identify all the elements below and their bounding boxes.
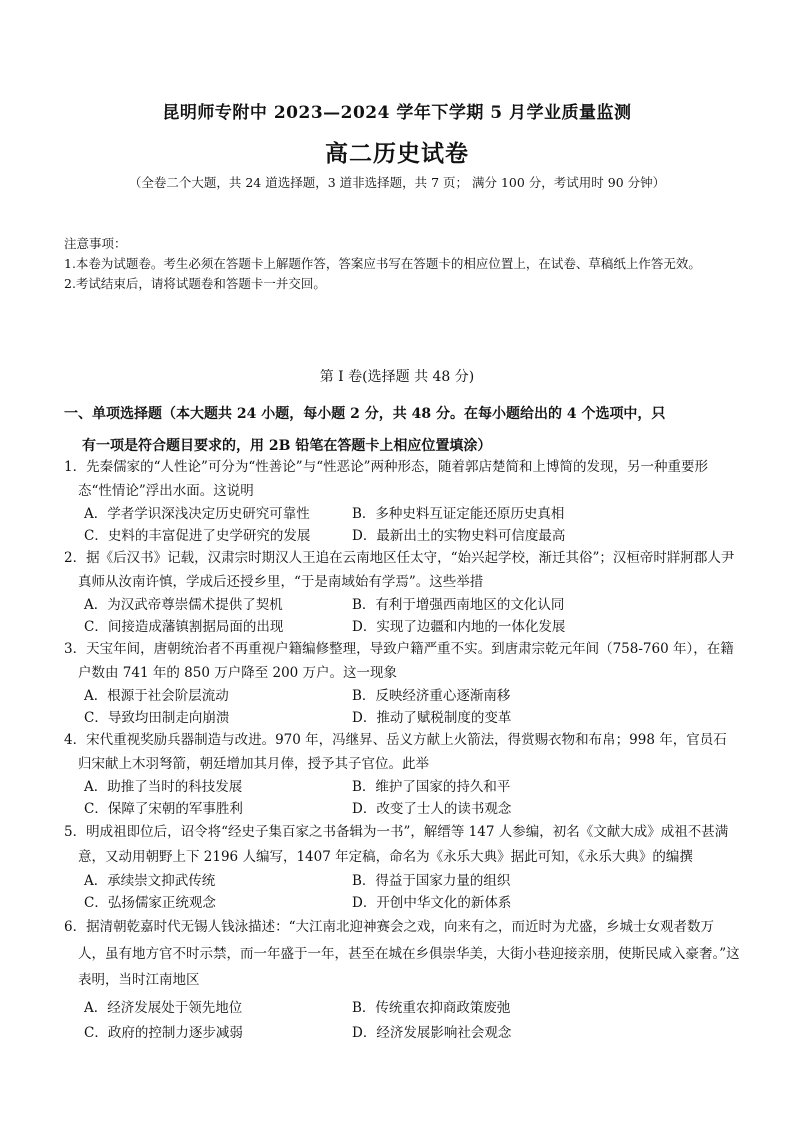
option-c: C．政府的控制力逐步减弱: [84, 1024, 243, 1041]
question-3: [64, 638, 740, 729]
question-stem: 5．明成祖即位后，诏令将“经史子集百家之书备辑为一书”，解缙等 147 人参编，初名《文献大成》成祖不甚满意，又动用朝野上下 2196 人编写，1407 年定稿，命名为《永乐大典》据此可知，《永乐大典》的编撰: [64, 824, 729, 865]
question-stem: 4．宋代重视奖励兵器制造与改进。970 年，冯继昇、岳义方献上火箭法，得赏赐衣物和布帛；998 年，官员石归宋献上木羽弩箭，朝廷增加其月俸，授予其子官位。此举: [64, 732, 727, 772]
option-a: A．承续崇文抑武传统: [84, 873, 216, 889]
option-c: C．保障了宋朝的军事胜利: [84, 801, 243, 817]
options: [64, 594, 740, 638]
option-d: D．开创中华文化的新体系: [352, 895, 512, 911]
options: [64, 996, 740, 1046]
option-d: D．经济发展影响社会观念: [352, 1024, 512, 1041]
question-1: [64, 456, 740, 547]
option-b: B．传统重农抑商政策废弛: [352, 999, 511, 1016]
question-5: [64, 820, 740, 914]
option-d: D．实现了边疆和内地的一体化发展: [352, 619, 566, 635]
option-c: C．史料的丰富促进了史学研究的发展: [84, 528, 311, 544]
question-stem: 1．先秦儒家的“人性论”可分为“性善论”与“性恶论”两种形态，随着郭店楚简和上博简的发现，另一种重要形态“性情论”浮出水面。这说明: [64, 459, 708, 499]
option-c: C．弘扬儒家正统观念: [84, 895, 216, 911]
option-c: C．导致均田制走向崩溃: [84, 710, 230, 726]
option-c: C．间接造成藩镇割据局面的出现: [84, 619, 284, 635]
question-stem: 3．天宝年间，唐朝统治者不再重视户籍编修整理，导致户籍严重不实。到唐肃宗乾元年间（758-760 年），在籍户数由 741 年的 850 万户降至 200 万户。这一现象: [64, 641, 734, 681]
question-list: [64, 456, 740, 1046]
question-4: [64, 729, 740, 820]
option-b: B．有利于增强西南地区的文化认同: [352, 597, 565, 613]
section-heading: 第 I 卷(选择题 共 48 分): [319, 369, 475, 385]
notice-block: [64, 234, 736, 294]
option-d: D．改变了士人的读书观念: [352, 801, 512, 817]
school-title: 昆明师专附中 2023—2024 学年下学期 5 月学业质量监测: [162, 103, 632, 123]
question-stem: 6．据清朝乾嘉时代无锡人钱泳描述：“大江南北迎神赛会之戏，向来有之，而近时为尤盛，乡城士女观者数万人，虽有地方官不时示禁，而一年盛于一年，甚至在城在乡俱崇华美，大街小巷迎接亲朋，使斯民咸入豪奢。”这表明，当时江南地区: [64, 919, 740, 988]
option-b: B．反映经济重心逐渐南移: [352, 688, 511, 704]
option-b: B．多种史料互证定能还原历史真相: [352, 506, 565, 522]
options: [64, 685, 740, 729]
part-title: [64, 398, 738, 462]
question-2: [64, 547, 740, 638]
question-stem: 2．据《后汉书》记载，汉肃宗时期汉人王追在云南地区任太守，“始兴起学校，渐迁其俗”；汉桓帝时牂牁郡人尹真师从汝南许慎，学成后还授乡里，“于是南域始有学焉”。这些举措: [64, 550, 735, 590]
part-title-line: 有一项是符合题目要求的，用 2B 铅笔在答题卡上相应位置填涂）: [82, 438, 492, 454]
notice-heading: 注意事项：: [64, 236, 127, 251]
option-a: A．经济发展处于领先地位: [84, 999, 243, 1016]
option-d: D．推动了赋税制度的变革: [352, 710, 512, 726]
option-a: A．学者学识深浅决定历史研究可靠性: [84, 506, 310, 522]
exam-subtitle: （全卷二个大题，共 24 道选择题，3 道非选择题，共 7 页； 满分 100 分，考试用时 90 分钟）: [128, 175, 666, 190]
options: [64, 870, 740, 914]
option-a: A．助推了当时的科技发展: [84, 779, 243, 795]
exam-title: 高二历史试卷: [325, 140, 469, 167]
option-b: B．得益于国家力量的组织: [352, 873, 511, 889]
option-a: A．为汉武帝尊崇儒术提供了契机: [84, 597, 283, 613]
option-a: A．根源于社会阶层流动: [84, 688, 229, 704]
notice-item: 2.考试结束后，请将试题卷和答题卡一并交回。: [64, 276, 326, 291]
option-d: D．最新出土的实物史料可信度最高: [352, 528, 566, 544]
notice-item: 1.本卷为试题卷。考生必须在答题卡上解题作答，答案应书写在答题卡的相应位置上，在试卷、草稿纸上作答无效。: [64, 256, 701, 271]
option-b: B．维护了国家的持久和平: [352, 779, 511, 795]
options: [64, 503, 740, 547]
options: [64, 776, 740, 820]
question-6: [64, 914, 740, 1046]
part-title-line: 一、单项选择题（本大题共 24 小题，每小题 2 分，共 48 分。在每小题给出的 4 个选项中，只: [64, 406, 666, 422]
